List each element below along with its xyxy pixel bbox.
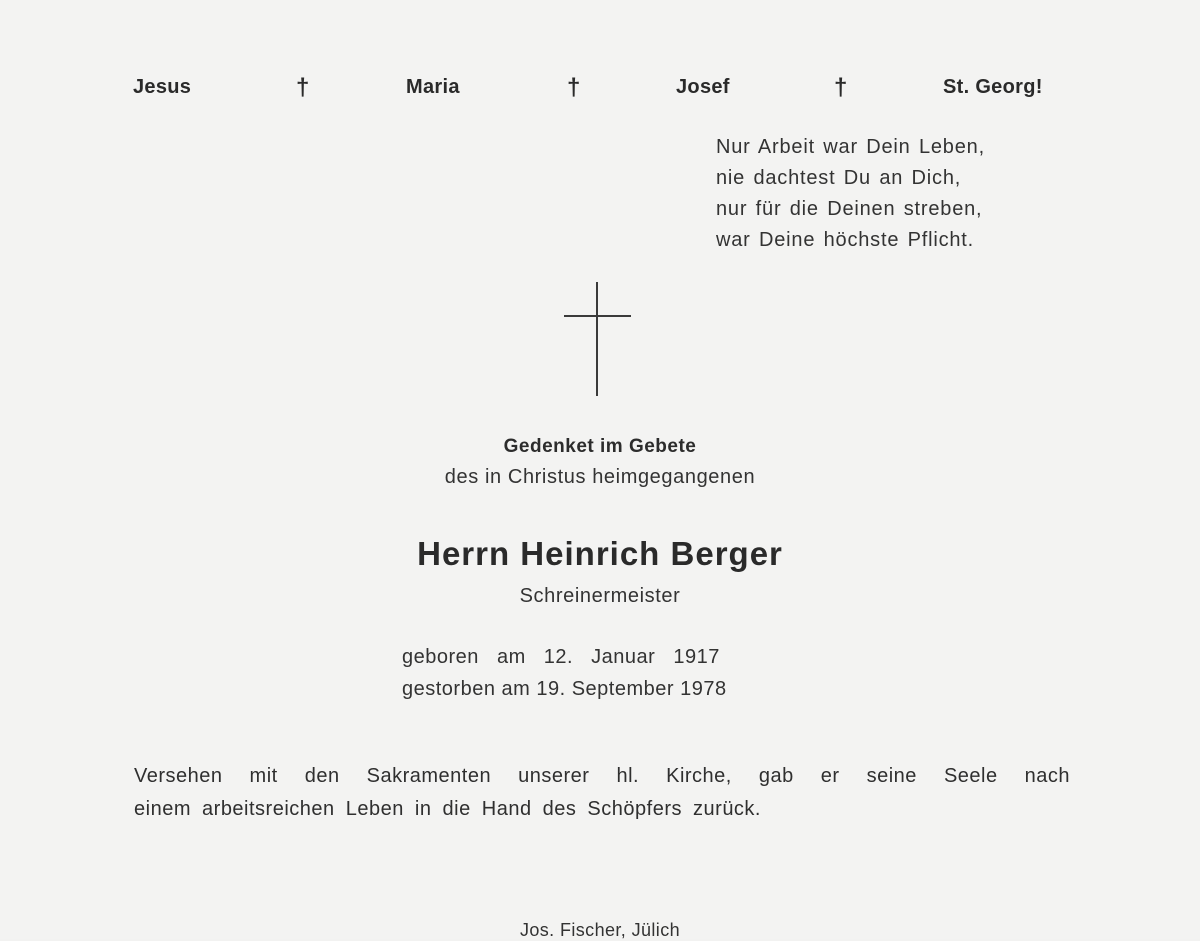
poem-line: war Deine höchste Pflicht. (716, 229, 975, 251)
deceased-name: Herrn Heinrich Berger (417, 535, 783, 572)
header-jesus: Jesus (133, 76, 192, 98)
poem-line: Nur Arbeit war Dein Leben, (716, 136, 985, 158)
poem-line: nur für die Deinen streben, (716, 198, 983, 220)
birth-date: geboren am 12. Januar 1917 (402, 646, 720, 668)
closing-text (134, 760, 1070, 826)
life-dates (402, 641, 727, 705)
poem (716, 132, 985, 256)
poem-line: nie dachtest Du an Dich, (716, 167, 962, 189)
remembrance-heading: Gedenket im Gebete (503, 436, 697, 457)
header-josef: Josef (676, 76, 730, 98)
cross-icon (560, 280, 636, 400)
closing-line: einem arbeitsreichen Leben in die Hand des Schöpfers zurück. (134, 798, 761, 820)
closing-line: Versehen mit den Sakramenten unserer hl. Kirche, gab er seine Seele nach (134, 765, 1070, 787)
death-date: gestorben am 19. September 1978 (402, 678, 727, 700)
dagger-icon: † (567, 74, 581, 101)
deceased-profession: Schreinermeister (519, 585, 681, 607)
header-maria: Maria (406, 76, 460, 98)
dagger-icon: † (834, 74, 848, 101)
header-st-georg: St. Georg! (943, 76, 1043, 98)
printer-imprint: Jos. Fischer, Jülich (519, 920, 681, 940)
dagger-icon: † (296, 74, 310, 101)
remembrance-subheading: des in Christus heimgegangenen (444, 466, 756, 488)
